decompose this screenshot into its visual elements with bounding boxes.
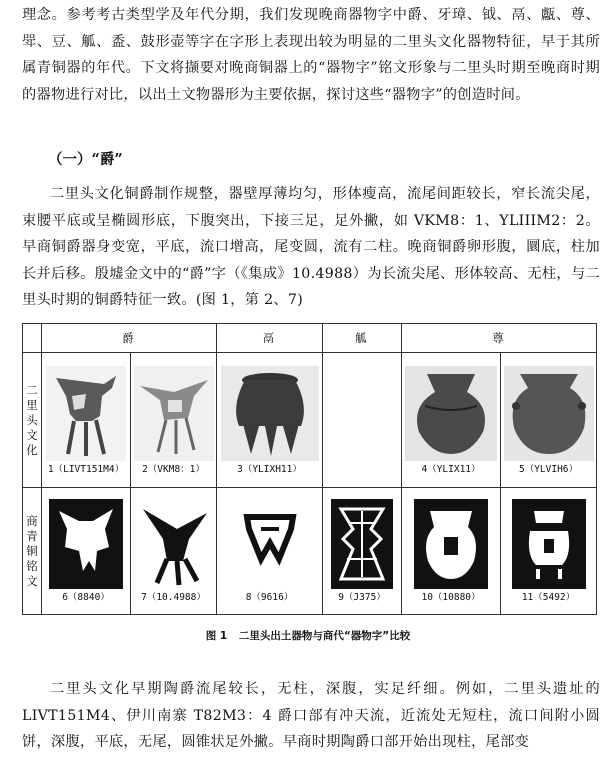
artifact-cell-3 [217, 353, 323, 488]
header-li: 鬲 [217, 324, 323, 353]
artifact-cell-2 [131, 353, 217, 488]
caption-9: 9（J375） [338, 592, 386, 603]
gu-glyph-j375 [331, 499, 393, 589]
caption-6: 6（8840） [62, 592, 110, 603]
artifact-cell-4 [402, 353, 501, 488]
after-figure-paragraph: 二里头文化早期陶爵流尾较长，无柱，深腹，实足纤细。例如，二里头遗址的 LIVT151M4、伊川南寨 T82M3：4 爵口部有冲天流，近流处无短柱，流口间附小圆饼，深腹，平底，无尾，圆锥状足外撇。早商时期陶爵口部开始出现柱，尾部变 [22, 681, 600, 750]
glyph-cell-8 [217, 488, 323, 615]
artifact-cell-5 [501, 353, 597, 488]
glyph-cell-9 [323, 488, 402, 615]
glyph-cell-7 [131, 488, 217, 615]
header-zun: 尊 [402, 324, 597, 353]
zun-glyph-10880 [414, 499, 488, 589]
pottery-li-photo [221, 366, 319, 461]
jue-paragraph: 二里头文化铜爵制作规整，器壁厚薄均匀，形体瘦高，流尾间距较长，窄长流尖尾，束腰平底或呈椭圆形底，下腹突出，下接三足，足外撇，如 VKM8：1、YLIIIM2：2。早商铜爵器身变宽，平底，流口增高，尾变圆，流有二柱。晚商铜爵卵形腹，圜底，柱加长并后移。殷墟金文中的“爵”字（《集成》10.4988）为长流尖尾、形体较高、无柱，与二里头时期的铜爵特征一致。(图 1，第 2、7) [22, 186, 600, 308]
header-gu: 觚 [323, 324, 402, 353]
caption-4: 4（YLIX11） [421, 463, 481, 475]
caption-3: 3（YLIXH11） [237, 463, 302, 475]
figure-caption [0, 628, 616, 643]
jue-glyph-4988 [137, 499, 211, 589]
figure-caption-text: 二里头出土器物与商代“器物字”比较 [238, 630, 411, 642]
caption-7: 7（10.4988） [141, 592, 206, 603]
corner-cell [23, 324, 42, 353]
row-label-bronze-inscription: 商青铜铭文 [23, 488, 42, 615]
li-glyph-9616 [233, 499, 307, 589]
glyph-cell-10 [402, 488, 501, 615]
section-heading: （一）“爵” [48, 151, 123, 168]
glyph-cell-11 [501, 488, 597, 615]
row-label-erlitou: 二里头文化 [23, 353, 42, 488]
zun-glyph-5492 [512, 499, 586, 589]
caption-2: 2（VKM8：1） [142, 463, 205, 475]
caption-11: 11（5492） [521, 592, 576, 603]
artifact-cell-empty [323, 353, 402, 488]
pottery-jue-photo [46, 366, 126, 461]
glyph-cell-6 [42, 488, 131, 615]
pottery-zun-photo-1 [405, 366, 497, 461]
artifact-cell-1 [42, 353, 131, 488]
pottery-zun-photo-2 [504, 366, 594, 461]
caption-1: 1（LIVT151M4） [47, 463, 125, 475]
header-jue: 爵 [42, 324, 217, 353]
caption-8: 8（9616） [245, 592, 294, 603]
figure-caption-number: 图 1 [205, 630, 228, 642]
intro-paragraph: 理念。参考考古类型学及年代分期，我们发现晚商器物字中爵、牙璋、钺、鬲、甗、尊、斝、豆、觚、盉、鼓形壶等字在字形上表现出较为明显的二里头文化器物特征，早于其所属青铜器的年代。下文将撷要对晚商铜器上的“器物字”铭文形象与二里头时期至晚商时期的器物进行对比，以出土文物器形为主要依据，探讨这些“器物字”的创造时间。 [22, 7, 600, 103]
bronze-jue-photo [134, 366, 214, 461]
caption-5: 5（YLVIH6） [518, 463, 579, 475]
comparison-figure-table [22, 323, 597, 615]
caption-10: 10（10880） [421, 592, 481, 603]
jue-glyph-8840 [49, 499, 123, 589]
